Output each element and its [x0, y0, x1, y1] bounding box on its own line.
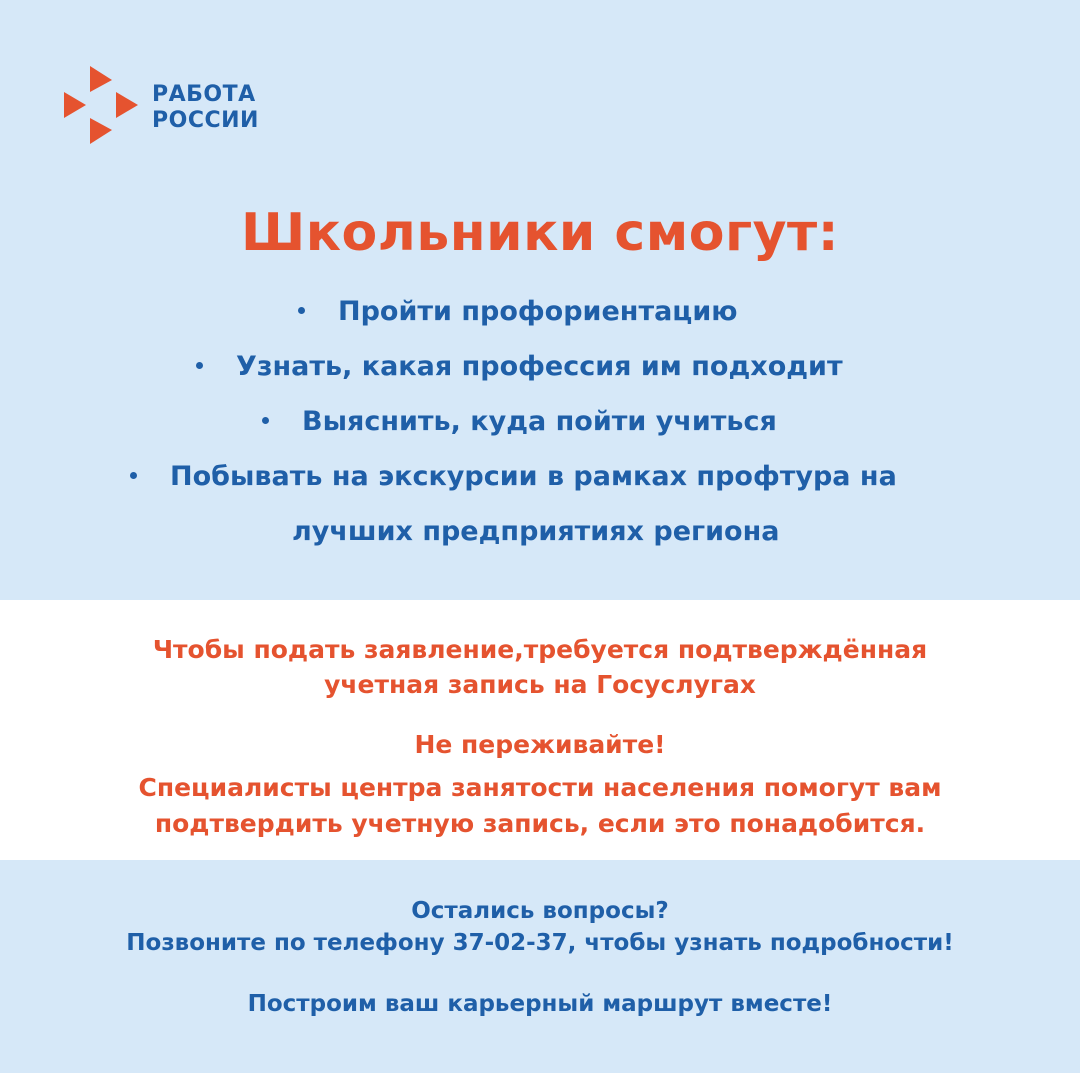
- bullet-item-continuation: лучших предприятиях региона: [292, 516, 780, 547]
- notice-line-1: Чтобы подать заявление,требуется подтверждённая: [152, 635, 928, 664]
- bullet-item: Пройти профориентацию: [298, 290, 738, 334]
- logo-line-1: РАБОТА: [152, 82, 256, 107]
- logo-text: [152, 82, 259, 134]
- reassure-title: Не переживайте!: [414, 730, 666, 759]
- contact-slogan: Построим ваш карьерный маршрут вместе!: [247, 991, 833, 1017]
- bullet-dot-icon: [262, 417, 269, 424]
- bullet-dot-icon: [196, 362, 203, 369]
- reassure-line-2: подтвердить учетную запись, если это понадобится.: [154, 809, 926, 838]
- bullet-item: Побывать на экскурсии в рамках профтура на: [130, 455, 897, 499]
- contact-question: Остались вопросы?: [411, 898, 669, 924]
- contact-call: Позвоните по телефону 37-02-37, чтобы узнать подробности!: [126, 930, 954, 956]
- bullet-item: Узнать, какая профессия им подходит: [196, 345, 843, 389]
- rabota-rossii-logo: [60, 62, 280, 152]
- bullet-dot-icon: [298, 307, 305, 314]
- triangle-arrows-logo-icon: [60, 62, 142, 148]
- notice-line-2: учетная запись на Госуслугах: [324, 670, 756, 699]
- logo-line-2: РОССИИ: [152, 108, 259, 133]
- reassure-line-1: Специалисты центра занятости населения помогут вам: [138, 773, 942, 802]
- headline: Школьники смогут:: [241, 203, 839, 263]
- notice-section: [0, 600, 1080, 860]
- bullet-dot-icon: [130, 472, 137, 479]
- bullet-item: Выяснить, куда пойти учиться: [262, 400, 777, 444]
- contact-section: [0, 860, 1080, 1073]
